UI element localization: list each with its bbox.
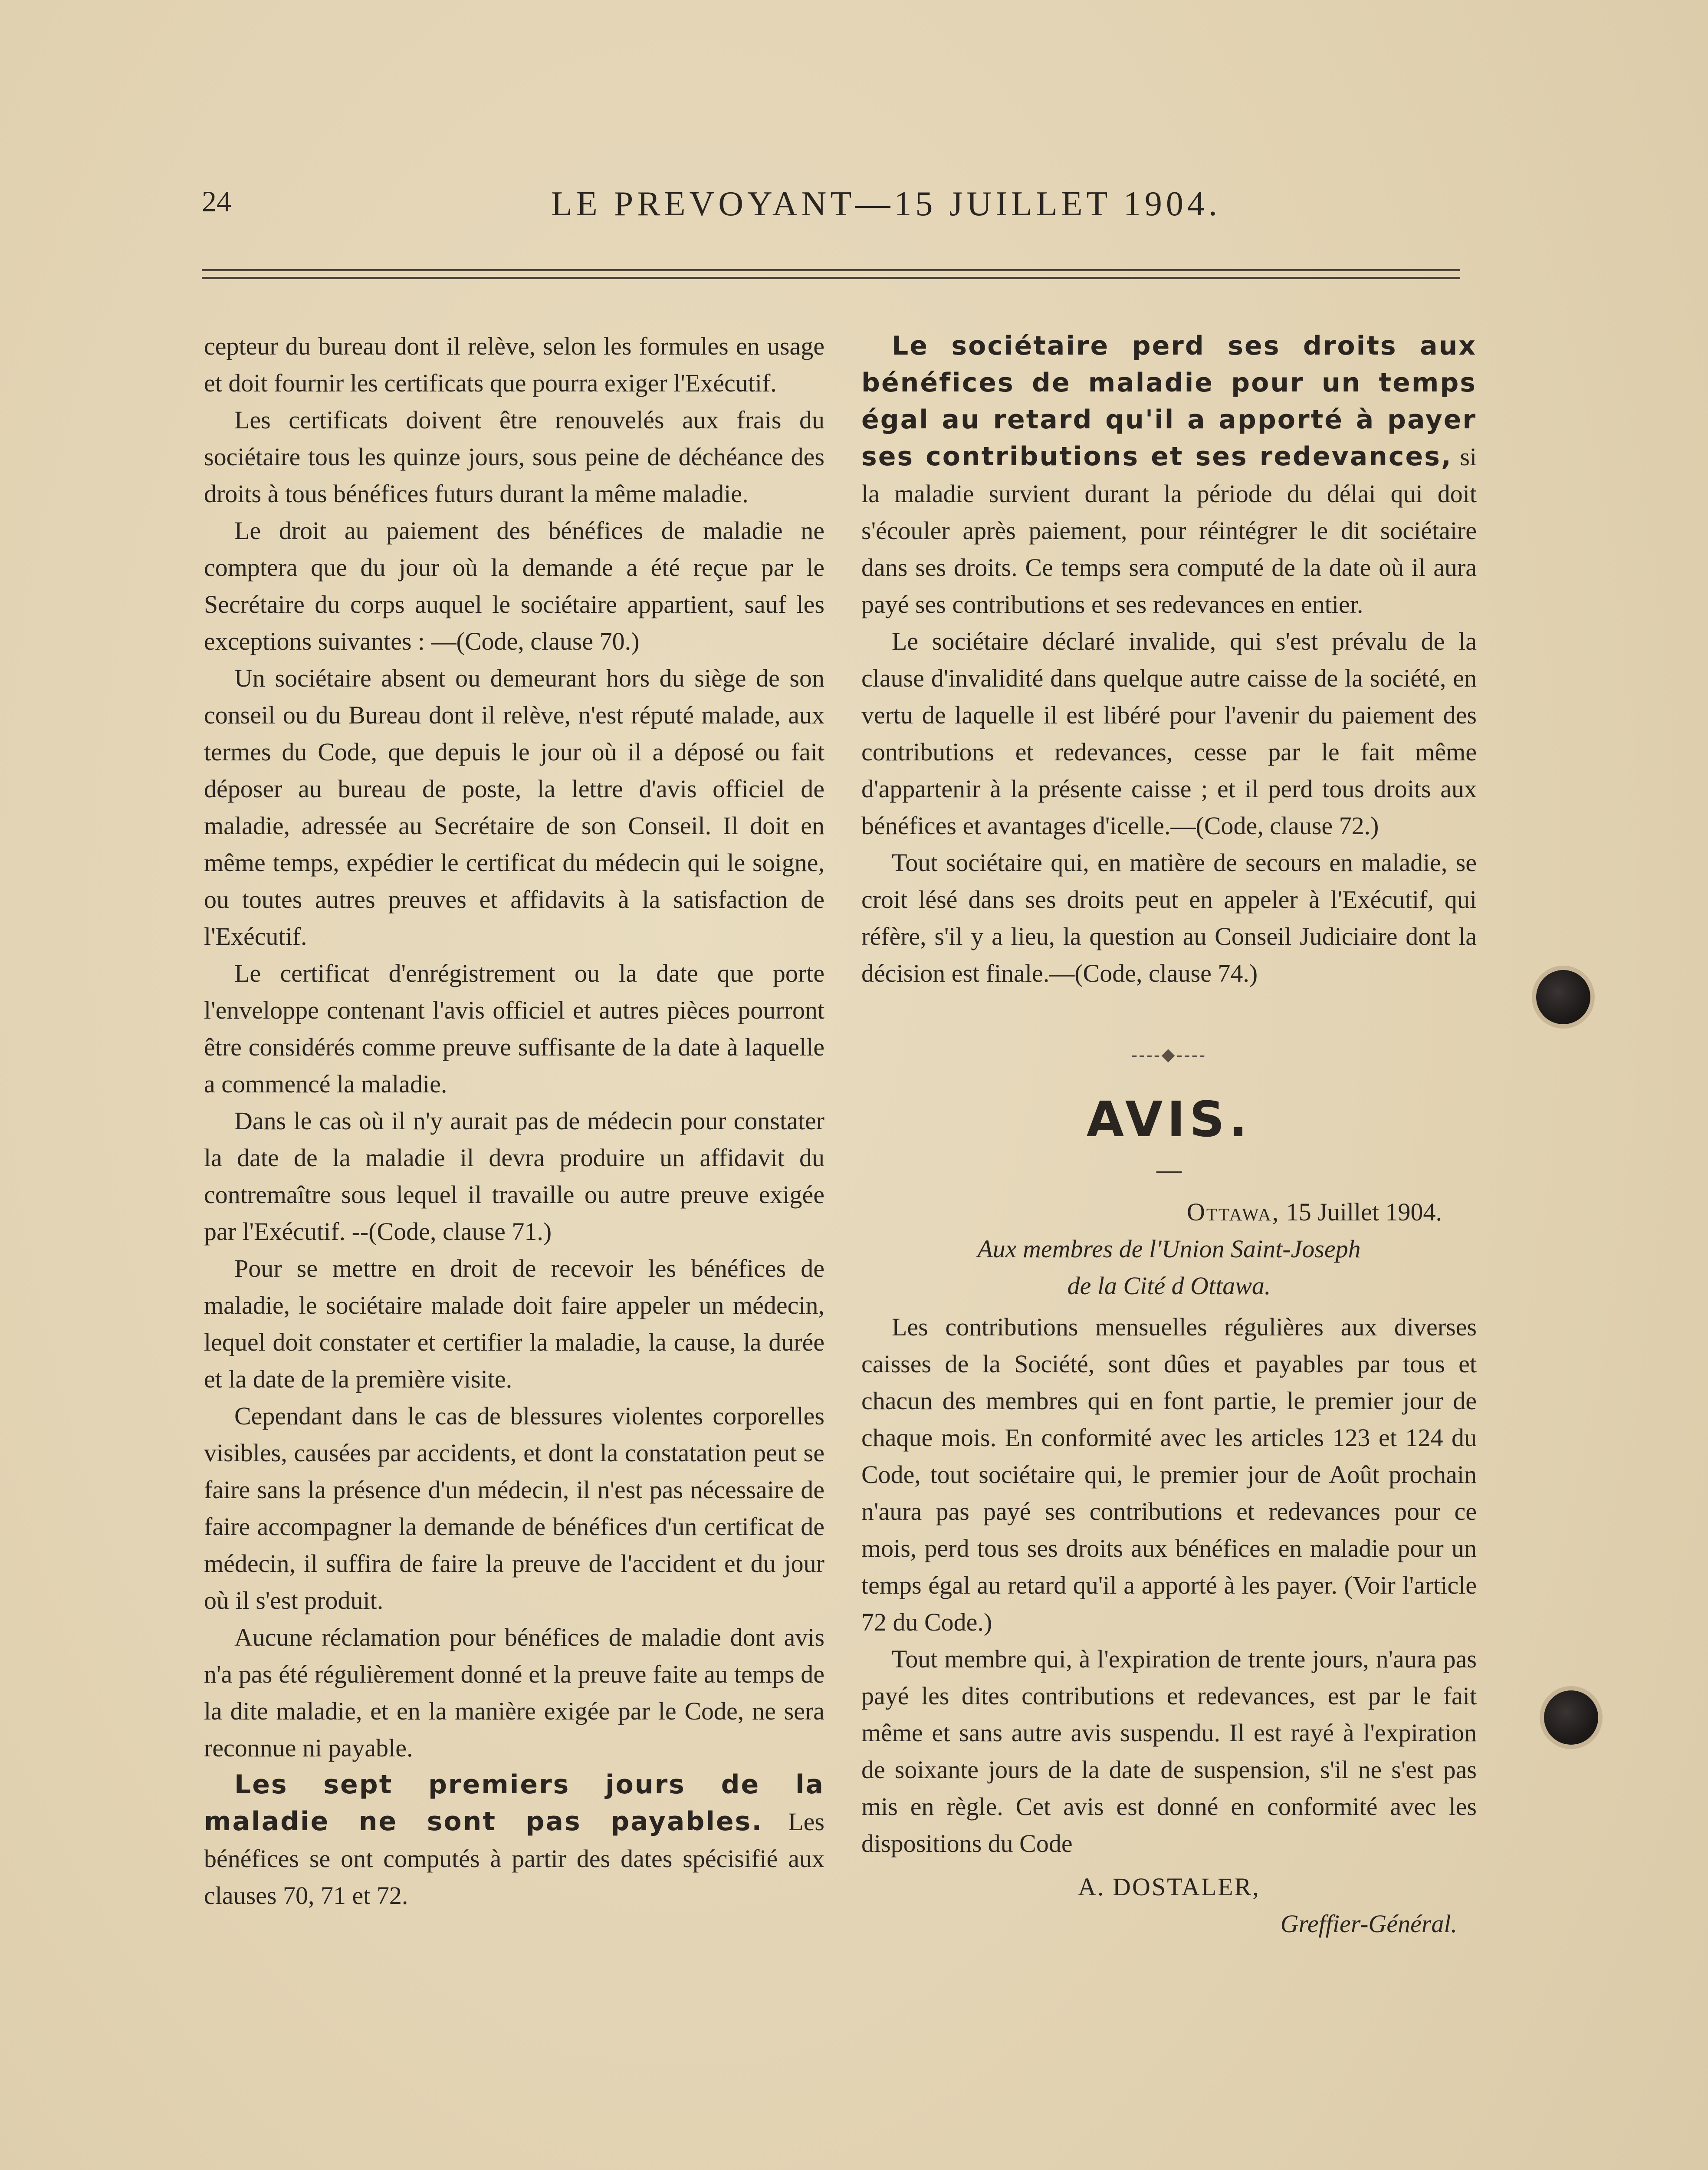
paragraph bbox=[204, 1250, 824, 1397]
paragraph bbox=[204, 955, 824, 1102]
paragraph bbox=[204, 1397, 824, 1619]
page-header bbox=[202, 184, 1460, 237]
binding-hole-icon bbox=[1536, 970, 1590, 1024]
paragraph bbox=[861, 623, 1477, 844]
paragraph-text: Le certificat d'enrégistrement ou la date que porte l'enveloppe contenant l'avis officiel et autres pièces pourront être considérés comme preuve suffisante de la date à laquelle a commencé la maladie. bbox=[204, 959, 824, 1098]
paragraph bbox=[861, 328, 1477, 623]
left-column bbox=[204, 328, 824, 1914]
avis-address-line-1: Aux membres de l'Union Saint-Joseph bbox=[977, 1235, 1361, 1263]
avis-address-line-2: de la Cité d Ottawa. bbox=[1067, 1272, 1271, 1300]
paragraph-text: cepteur du bureau dont il relève, selon les formules en usage et doit fournir les certificats que pourra exiger l'Exécutif. bbox=[204, 332, 824, 397]
header-rule-bottom bbox=[202, 277, 1460, 279]
avis-date: 15 Juillet 1904. bbox=[1280, 1198, 1442, 1226]
bold-lead-text: Le sociétaire perd ses droits aux bénéfices de maladie pour un temps égal au retard qu'il a apporté à payer ses contributions et ses redevances, bbox=[861, 331, 1477, 472]
paragraph-text: Cependant dans le cas de blessures violentes corporelles visibles, causées par accidents, et dont la constatation peut se faire sans la présence d'un médecin, il n'est pas nécessaire de faire accompagner la demande de bénéfices d'un certificat de médecin, il suffira de faire la preuve de l'accident et du jour où il s'est produit. bbox=[204, 1402, 824, 1614]
paragraph-text: Pour se mettre en droit de recevoir les bénéfices de maladie, le sociétaire malade doit faire appeler un médecin, lequel doit constater et certifier la maladie, la cause, la durée et la date de la première visite. bbox=[204, 1254, 824, 1393]
paragraph bbox=[204, 1102, 824, 1250]
paragraph-text: si la maladie survient durant la période du délai qui doit s'écouler après paiement, pour réintégrer le dit sociétaire dans ses droits. Ce temps sera computé de la date où il aura payé ses contributions et ses redevances en entier. bbox=[861, 443, 1477, 618]
paragraph bbox=[204, 660, 824, 955]
page-number: 24 bbox=[202, 185, 231, 218]
paragraph-text: Les bénéfices se ont computés à partir des dates spécisifié aux clauses 70, 71 et 72. bbox=[204, 1808, 824, 1910]
avis-city: Ottawa, bbox=[1186, 1198, 1280, 1226]
avis-dash: — bbox=[1156, 1155, 1182, 1184]
paragraph bbox=[204, 1619, 824, 1766]
paragraph-text: Le sociétaire déclaré invalide, qui s'est prévalu de la clause d'invalidité dans quelque autre caisse de la société, en vertu de laquelle il est libéré pour l'avenir du paiement des contributions et redevances, cesse par le fait même d'appartenir à la présente caisse ; et il perd tous droits aux bénéfices et avantages d'icelle.—(Code, clause 72.) bbox=[861, 627, 1477, 840]
paragraph bbox=[861, 844, 1477, 992]
paragraph-text: Tout sociétaire qui, en matière de secours en maladie, se croit lésé dans ses droits peut en appeler à l'Exécutif, qui réfère, s'il y a lieu, la question au Conseil Judiciaire dont la décision est finale.—(Code, clause 74.) bbox=[861, 848, 1477, 987]
avis-heading: AVIS. bbox=[1086, 1092, 1252, 1148]
running-title: LE PREVOYANT—15 JUILLET 1904. bbox=[551, 185, 1221, 223]
right-column-paragraphs bbox=[861, 328, 1477, 992]
avis-signature-title: Greffier-Général. bbox=[1280, 1910, 1457, 1938]
paragraph bbox=[204, 328, 824, 401]
paragraph-text: Dans le cas où il n'y aurait pas de médecin pour constater la date de la maladie il devra produire un affidavit du contremaître sous lequel il travaille ou autre preuve exigée par l'Exécutif. --(Code, clause 71.) bbox=[204, 1107, 824, 1246]
paragraph-text: Les certificats doivent être renouvelés aux frais du sociétaire tous les quinze jours, sous peine de déchéance des droits à tous bénéfices futurs durant la même maladie. bbox=[204, 406, 824, 508]
right-column bbox=[861, 328, 1477, 1942]
paragraph bbox=[204, 1766, 824, 1914]
avis-paragraph: Les contributions mensuelles régulières aux diverses caisses de la Société, sont dûes et payables par tous et chacun des membres qui en font partie, le premier jour de chaque mois. En conformité avec les articles 123 et 124 du Code, tout sociétaire qui, le premier jour de Août prochain n'aura pas payé ses contributions et redevances pour ce mois, perd tous ses droits aux bénéfices en maladie pour un temps égal au retard qu'il a apporté à les payer. (Voir l'article 72 du Code.) bbox=[861, 1313, 1477, 1636]
paragraph bbox=[204, 401, 824, 512]
bold-lead-text: Les sept premiers jours de la maladie ne sont pas payables. bbox=[204, 1769, 824, 1837]
header-rule-top bbox=[202, 269, 1460, 271]
paragraph-text: Le droit au paiement des bénéfices de maladie ne comptera que du jour où la demande a été reçue par le Secrétaire du corps auquel le sociétaire appartient, sauf les exceptions suivantes : —(Code, clause 70.) bbox=[204, 516, 824, 655]
avis-paragraph: Tout membre qui, à l'expiration de trente jours, n'aura pas payé les dites contributions et redevances, est par le fait même et sans autre avis suspendu. Il est rayé à l'expiration de soixante jours de la date de suspension, s'il ne s'est pas mis en règle. Cet avis est donné en conformité avec les dispositions du Code bbox=[861, 1645, 1477, 1858]
avis-signature: A. DOSTALER, bbox=[1078, 1873, 1260, 1901]
section-ornament: ----◆---- bbox=[1131, 1045, 1207, 1064]
paragraph-text: Aucune réclamation pour bénéfices de maladie dont avis n'a pas été régulièrement donné et la preuve faite au temps de la dite maladie, et en la manière exigée par le Code, ne sera reconnue ni payable. bbox=[204, 1623, 824, 1762]
paragraph-text: Un sociétaire absent ou demeurant hors du siège de son conseil ou du Bureau dont il relève, n'est réputé malade, aux termes du Code, que depuis le jour où il a déposé ou fait déposer au bureau de poste, la lettre d'avis officiel de maladie, adressée au Secrétaire de son Conseil. Il doit en même temps, expédier le certificat du médecin qui le soigne, ou toutes autres preuves et affidavits à la satisfaction de l'Exécutif. bbox=[204, 664, 824, 950]
binding-hole-icon bbox=[1544, 1690, 1598, 1745]
avis-dateline bbox=[861, 1194, 1477, 1230]
paragraph bbox=[204, 512, 824, 660]
